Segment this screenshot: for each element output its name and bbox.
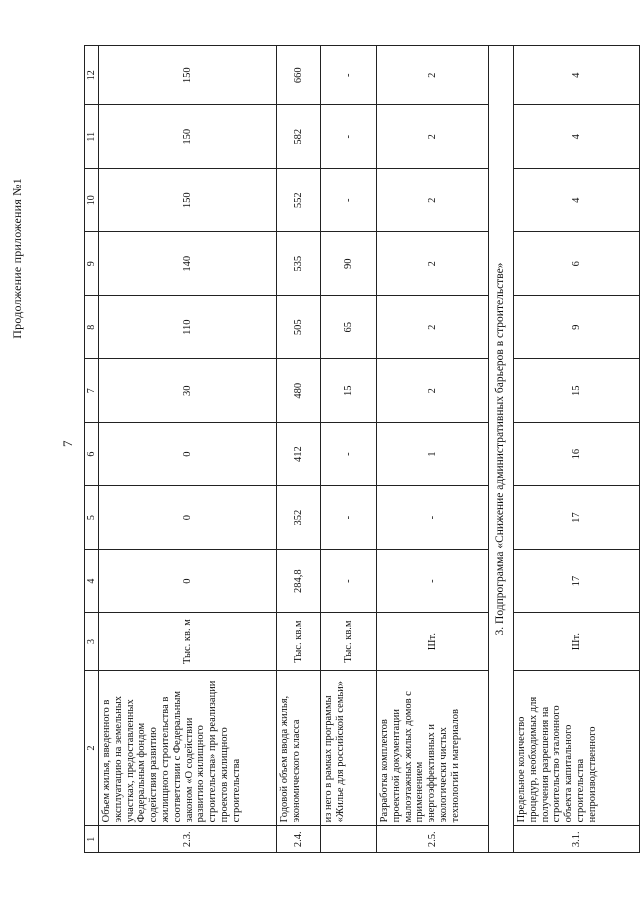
value-cell: 284,8 bbox=[277, 549, 321, 612]
column-number: 7 bbox=[85, 359, 99, 422]
column-number: 2 bbox=[85, 670, 99, 826]
value-cell: 65 bbox=[321, 295, 377, 358]
column-number: 3 bbox=[85, 613, 99, 670]
value-cell: - bbox=[377, 549, 489, 612]
value-cell: 150 bbox=[99, 46, 277, 106]
value-cell: 150 bbox=[99, 105, 277, 168]
value-cell: 2 bbox=[377, 168, 489, 231]
value-cell: 535 bbox=[277, 232, 321, 295]
value-cell: 150 bbox=[99, 168, 277, 231]
unit-cell: Шт. bbox=[514, 613, 640, 670]
value-cell: 0 bbox=[99, 549, 277, 612]
column-number: 5 bbox=[85, 486, 99, 549]
value-cell: - bbox=[321, 46, 377, 106]
table-row bbox=[377, 46, 489, 853]
value-cell: 0 bbox=[99, 486, 277, 549]
column-number: 4 bbox=[85, 549, 99, 612]
value-cell: 1 bbox=[377, 422, 489, 485]
value-cell: 412 bbox=[277, 422, 321, 485]
column-number-row bbox=[85, 46, 99, 853]
appendix-note: Продолжение приложения №1 bbox=[10, 178, 24, 339]
column-number: 12 bbox=[85, 46, 99, 106]
value-cell: 17 bbox=[514, 486, 640, 549]
value-cell: 90 bbox=[321, 232, 377, 295]
value-cell: 352 bbox=[277, 486, 321, 549]
value-cell: 110 bbox=[99, 295, 277, 358]
indicators-table bbox=[84, 45, 640, 853]
value-cell: 2 bbox=[377, 105, 489, 168]
table-row bbox=[514, 46, 640, 853]
value-cell: 4 bbox=[514, 168, 640, 231]
indicator-name: Разработка комплектов проектной документации малоэтажных жилых домов с применением энергоэффективных и экологически чистых технологий и материалов bbox=[377, 670, 489, 826]
column-number: 8 bbox=[85, 295, 99, 358]
indicator-name: Объем жилья, введенного в эксплуатацию на земельных участках, предоставленных Федеральным фондом содействия развитию жилищного строительства в соответствии с Федеральным законом «О содействии развитию жилищного строительства» при реализации проектов жилищного строительства bbox=[99, 670, 277, 826]
indicator-name: из него в рамках программы «Жилье для российской семьи» bbox=[321, 670, 377, 826]
row-number: 3.1. bbox=[514, 826, 640, 853]
column-number: 9 bbox=[85, 232, 99, 295]
value-cell: 9 bbox=[514, 295, 640, 358]
value-cell: 582 bbox=[277, 105, 321, 168]
row-number: 2.4. bbox=[277, 826, 321, 853]
value-cell: 552 bbox=[277, 168, 321, 231]
value-cell: 4 bbox=[514, 46, 640, 106]
indicator-name: Предельное количество процедур, необходимых для получения разрешения на строительство эталонного объекта капитального строительства непроизводственного bbox=[514, 670, 640, 826]
value-cell: - bbox=[321, 105, 377, 168]
row-number: 2.3. bbox=[99, 826, 277, 853]
table-row bbox=[321, 46, 377, 853]
value-cell: 505 bbox=[277, 295, 321, 358]
value-cell: 17 bbox=[514, 549, 640, 612]
value-cell: 4 bbox=[514, 105, 640, 168]
unit-cell: Тыс. кв. м bbox=[99, 613, 277, 670]
unit-cell: Шт. bbox=[377, 613, 489, 670]
column-number: 1 bbox=[85, 826, 99, 853]
value-cell: - bbox=[321, 486, 377, 549]
value-cell: - bbox=[321, 168, 377, 231]
column-number: 11 bbox=[85, 105, 99, 168]
row-number: 2.5. bbox=[377, 826, 489, 853]
table-row bbox=[99, 46, 277, 853]
value-cell: 2 bbox=[377, 359, 489, 422]
value-cell: 2 bbox=[377, 232, 489, 295]
value-cell: 15 bbox=[514, 359, 640, 422]
indicator-name: Годовой объем ввода жилья, экономического класса bbox=[277, 670, 321, 826]
page-number: 7 bbox=[60, 440, 75, 447]
value-cell: 0 bbox=[99, 422, 277, 485]
column-number: 6 bbox=[85, 422, 99, 485]
value-cell: 2 bbox=[377, 295, 489, 358]
subprogram-row bbox=[489, 46, 514, 853]
value-cell: 480 bbox=[277, 359, 321, 422]
column-number: 10 bbox=[85, 168, 99, 231]
value-cell: - bbox=[321, 549, 377, 612]
value-cell: - bbox=[321, 422, 377, 485]
unit-cell: Тыс. кв.м bbox=[321, 613, 377, 670]
value-cell: 140 bbox=[99, 232, 277, 295]
row-number bbox=[321, 826, 377, 853]
unit-cell: Тыс. кв.м bbox=[277, 613, 321, 670]
table-row bbox=[277, 46, 321, 853]
value-cell: 2 bbox=[377, 46, 489, 106]
value-cell: 15 bbox=[321, 359, 377, 422]
value-cell: 16 bbox=[514, 422, 640, 485]
value-cell: 660 bbox=[277, 46, 321, 106]
subprogram-title: 3. Подпрограмма «Снижение административных барьеров в строительстве» bbox=[489, 46, 514, 853]
value-cell: 6 bbox=[514, 232, 640, 295]
value-cell: - bbox=[377, 486, 489, 549]
value-cell: 30 bbox=[99, 359, 277, 422]
